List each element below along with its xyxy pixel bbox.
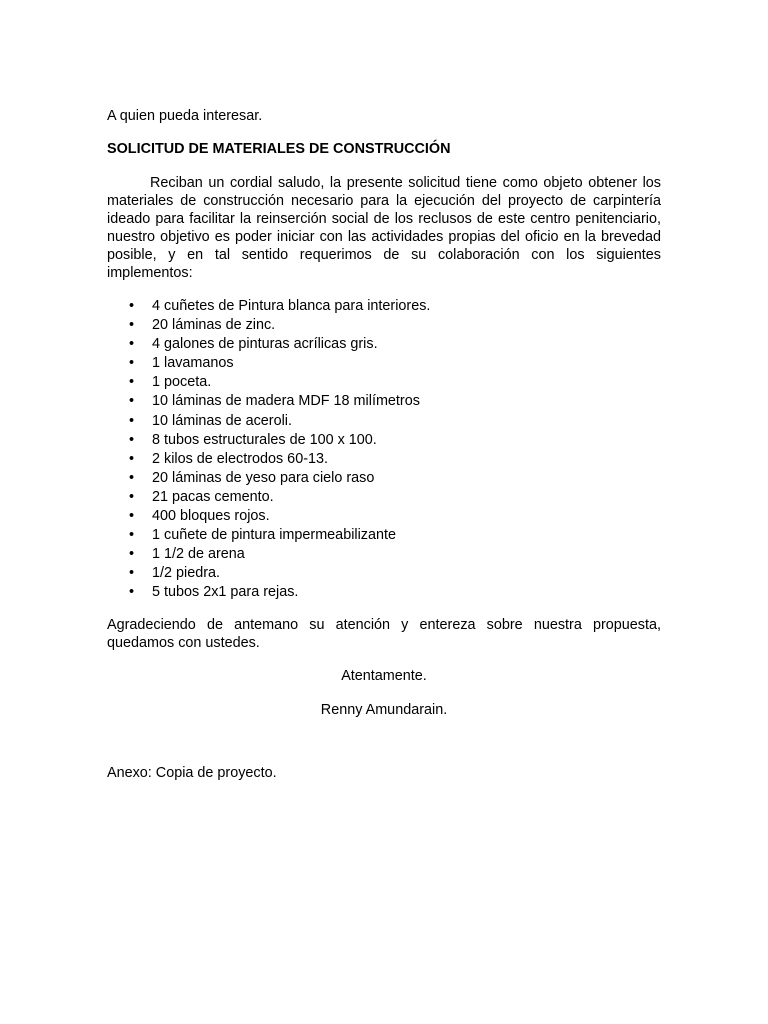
bullet-icon: • [129, 450, 135, 467]
bullet-icon: • [129, 508, 135, 525]
bullet-icon: • [129, 393, 135, 410]
list-item [107, 431, 661, 450]
list-item-text: 4 cuñetes de Pintura blanca para interiores. [152, 298, 431, 314]
list-item [107, 297, 661, 316]
list-item-text: 8 tubos estructurales de 100 x 100. [152, 431, 377, 448]
list-item [107, 316, 661, 335]
list-item [107, 583, 661, 602]
bullet-icon: • [129, 546, 135, 563]
list-item-text: 20 láminas de yeso para cielo raso [152, 469, 375, 486]
annex-note: Anexo: Copia de proyecto. [107, 765, 277, 781]
list-item-text: 1 1/2 de arena [152, 546, 245, 563]
list-item [107, 412, 661, 431]
bullet-icon: • [129, 374, 135, 391]
bullet-icon: • [129, 469, 135, 486]
list-item [107, 545, 661, 564]
list-item [107, 507, 661, 526]
list-item [107, 564, 661, 583]
bullet-icon: • [129, 584, 135, 601]
bullet-icon: • [129, 317, 135, 334]
bullet-icon: • [129, 298, 135, 314]
greeting: A quien pueda interesar. [107, 108, 263, 124]
list-item [107, 469, 661, 488]
closing-paragraph: Agradeciendo de antemano su atención y entereza sobre nuestra propuesta, quedamos con ustedes. [107, 617, 661, 652]
list-item-text: 1 cuñete de pintura impermeabilizante [152, 527, 396, 544]
signoff: Atentamente. [341, 668, 427, 684]
bullet-icon: • [129, 336, 135, 353]
list-item [107, 450, 661, 469]
bullet-icon: • [129, 431, 135, 448]
bullet-icon: • [129, 527, 135, 544]
body-paragraph: Reciban un cordial saludo, la presente solicitud tiene como objeto obtener los materiales de construcción necesario para la ejecución del proyecto de carpintería ideado para facilitar la reinserción social de los reclusos de este centro penitenciario, nuestro objetivo es poder iniciar con las actividades propias del oficio en la brevedad posible, y en tal sentido requerimos de su colaboración con los siguientes implementos: [107, 175, 661, 282]
list-item [107, 335, 661, 354]
list-item [107, 354, 661, 373]
list-item-text: 4 galones de pinturas acrílicas gris. [152, 336, 378, 353]
bullet-icon: • [129, 412, 135, 429]
list-item [107, 373, 661, 392]
list-item-text: 5 tubos 2x1 para rejas. [152, 584, 299, 601]
list-item-text: 20 láminas de zinc. [152, 317, 276, 334]
list-item-text: 1/2 piedra. [152, 565, 221, 582]
list-item [107, 488, 661, 507]
list-item-text: 2 kilos de electrodos 60-13. [152, 450, 328, 467]
list-item-text: 1 lavamanos [152, 355, 234, 372]
list-item-text: 10 láminas de aceroli. [152, 412, 292, 429]
materials-list [107, 297, 661, 603]
list-item-text: 10 láminas de madera MDF 18 milímetros [152, 393, 420, 410]
signer-name: Renny Amundarain. [320, 702, 448, 718]
list-item [107, 526, 661, 545]
list-item-text: 21 pacas cemento. [152, 488, 274, 505]
list-item [107, 392, 661, 411]
bullet-icon: • [129, 488, 135, 505]
bullet-icon: • [129, 355, 135, 372]
bullet-icon: • [129, 565, 135, 582]
list-item-text: 400 bloques rojos. [152, 508, 270, 525]
list-item-text: 1 poceta. [152, 374, 212, 391]
letter-title: SOLICITUD DE MATERIALES DE CONSTRUCCIÓN [107, 141, 451, 157]
